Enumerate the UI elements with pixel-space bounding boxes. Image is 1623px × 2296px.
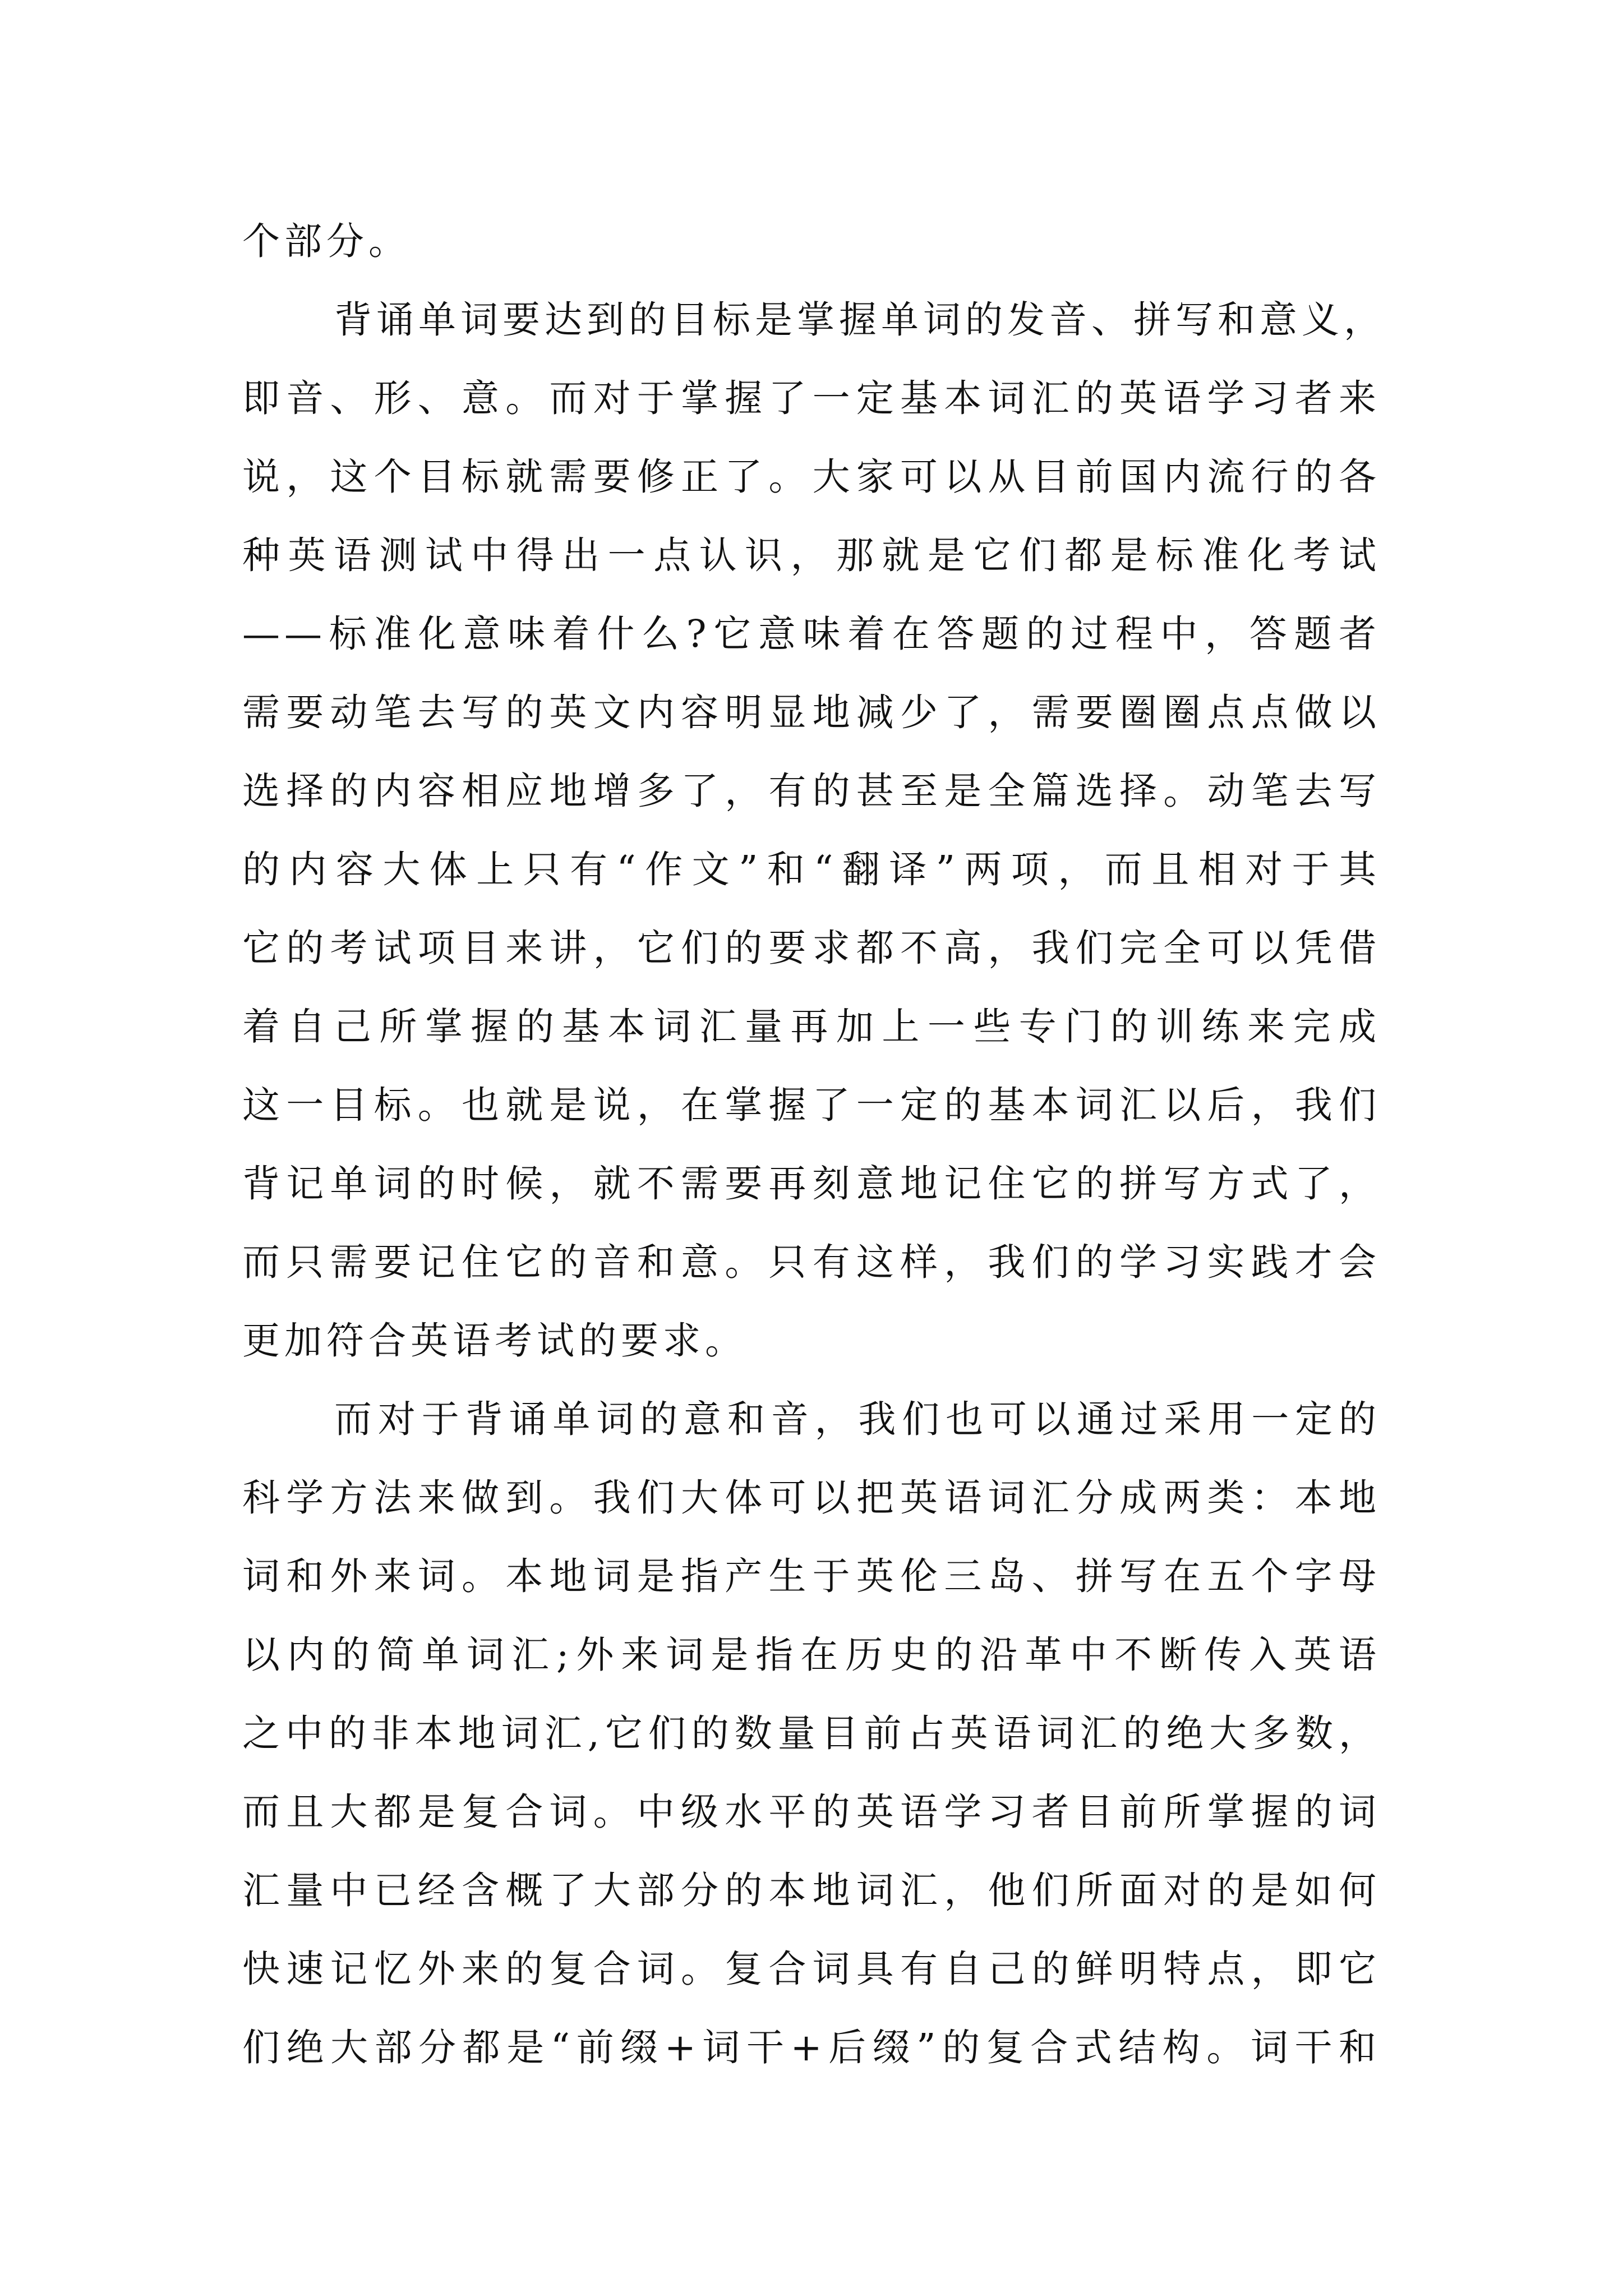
- paragraph-first-line: 背诵单词要达到的目标是掌握单词的发音、拼写和意义，: [334, 298, 1386, 342]
- text-line: 需要动笔去写的英文内容明显地减少了，需要圈圈点点做以: [242, 691, 1381, 734]
- text-line: 词和外来词。本地词是指产生于英伦三岛、拼写在五个字母: [242, 1554, 1381, 1598]
- text-line: 之中的非本地词汇,它们的数量目前占英语词汇的绝大多数，: [242, 1711, 1381, 1755]
- text-line: 说，这个目标就需要修正了。大家可以从目前国内流行的各: [242, 455, 1381, 499]
- text-line: 即音、形、意。而对于掌握了一定基本词汇的英语学习者来: [242, 376, 1381, 420]
- text-line: 而只需要记住它的音和意。只有这样，我们的学习实践才会: [242, 1240, 1381, 1284]
- text-line: 而且大都是复合词。中级水平的英语学习者目前所掌握的词: [242, 1790, 1381, 1834]
- text-line: 个部分。: [242, 219, 411, 263]
- text-line: 它的考试项目来讲，它们的要求都不高，我们完全可以凭借: [242, 926, 1381, 970]
- text-line: 以内的简单词汇;外来词是指在历史的沿革中不断传入英语: [242, 1633, 1381, 1677]
- text-line: 汇量中已经含概了大部分的本地词汇，他们所面对的是如何: [242, 1869, 1381, 1912]
- text-line: 种英语测试中得出一点认识，那就是它们都是标准化考试: [242, 533, 1381, 577]
- text-line: 这一目标。也就是说，在掌握了一定的基本词汇以后，我们: [242, 1083, 1381, 1127]
- text-line: 快速记忆外来的复合词。复合词具有自己的鲜明特点，即它: [242, 1947, 1381, 1991]
- text-line: 着自己所掌握的基本词汇量再加上一些专门的训练来完成: [242, 1005, 1381, 1048]
- paragraph-first-line: 而对于背诵单词的意和音，我们也可以通过采用一定的: [334, 1397, 1381, 1441]
- body-text: [242, 202, 1386, 2087]
- text-line: 的内容大体上只有“作文”和“翻译”两项，而且相对于其: [242, 848, 1381, 891]
- text-line: 背记单词的时候，就不需要再刻意地记住它的拼写方式了，: [242, 1162, 1381, 1205]
- text-line: 们绝大部分都是“前缀+词干+后缀”的复合式结构。词干和: [242, 2026, 1381, 2069]
- text-line: 选择的内容相应地增多了，有的甚至是全篇选择。动笔去写: [242, 769, 1381, 813]
- text-line: 科学方法来做到。我们大体可以把英语词汇分成两类：本地: [242, 1476, 1381, 1520]
- text-line: 更加符合英语考试的要求。: [242, 1319, 747, 1363]
- text-line: ——标准化意味着什么?它意味着在答题的过程中，答题者: [242, 612, 1381, 656]
